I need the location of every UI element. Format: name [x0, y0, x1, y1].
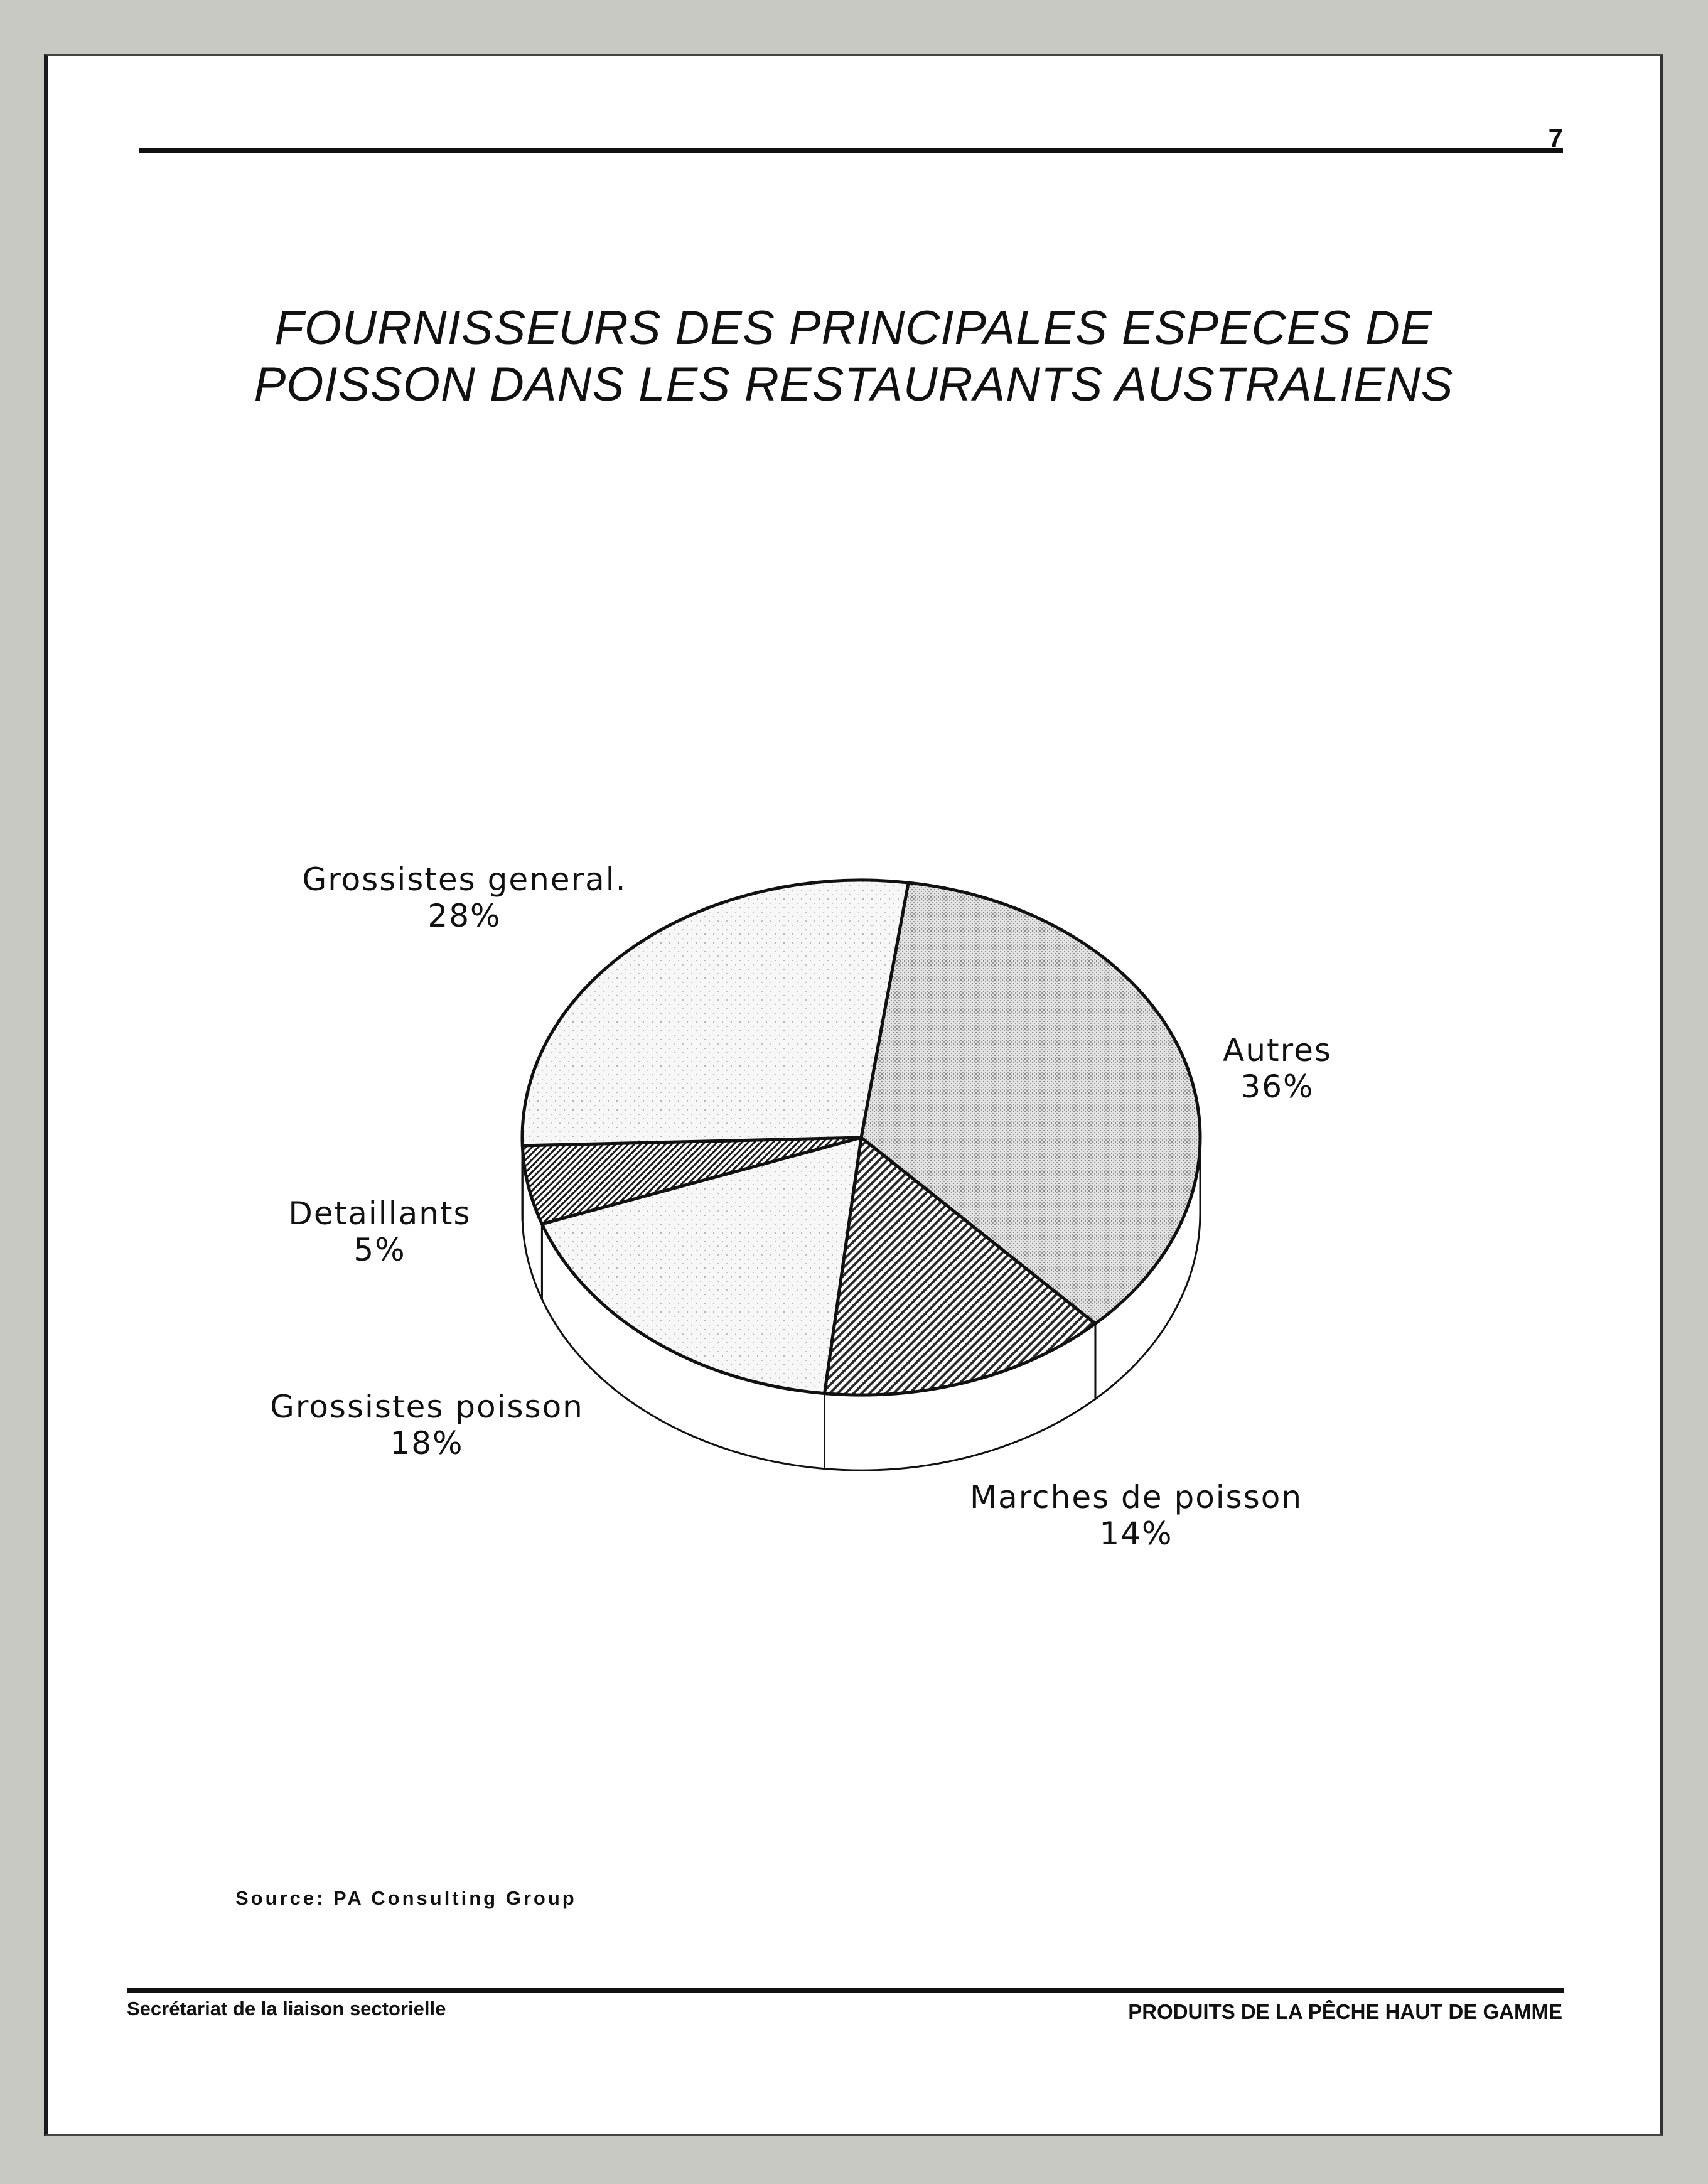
chart-title-line-2: POISSON DANS LES RESTAURANTS AUSTRALIENS [254, 358, 1454, 411]
chart-title-line-1: FOURNISSEURS DES PRINCIPALES ESPECES DE [274, 301, 1433, 355]
source-note: Source: PA Consulting Group [235, 1887, 577, 1909]
pie-top-face [522, 880, 1200, 1395]
footer-left: Secrétariat de la liaison sectorielle [127, 1998, 446, 2020]
slice-label-detaillants: Detaillants [288, 1195, 471, 1232]
slice-label-marches-de-poisson: Marches de poisson [969, 1479, 1303, 1515]
slice-value-grossistes-poisson: 18% [390, 1425, 464, 1461]
slice-value-grossistes-general: 28% [427, 898, 502, 934]
slice-value-detaillants: 5% [353, 1232, 406, 1268]
slice-label-grossistes-poisson: Grossistes poisson [270, 1389, 584, 1425]
slice-value-autres: 36% [1240, 1068, 1314, 1105]
page-number: 7 [1548, 123, 1563, 153]
slice-label-grossistes-general: Grossistes general. [302, 861, 627, 898]
pie-slice-grossistes-general [522, 880, 908, 1146]
footer-rule [127, 1988, 1564, 1993]
slice-value-marches-de-poisson: 14% [1099, 1515, 1173, 1552]
slice-label-autres: Autres [1223, 1032, 1332, 1068]
footer-right: PRODUITS DE LA PÊCHE HAUT DE GAMME [1128, 2000, 1562, 2023]
